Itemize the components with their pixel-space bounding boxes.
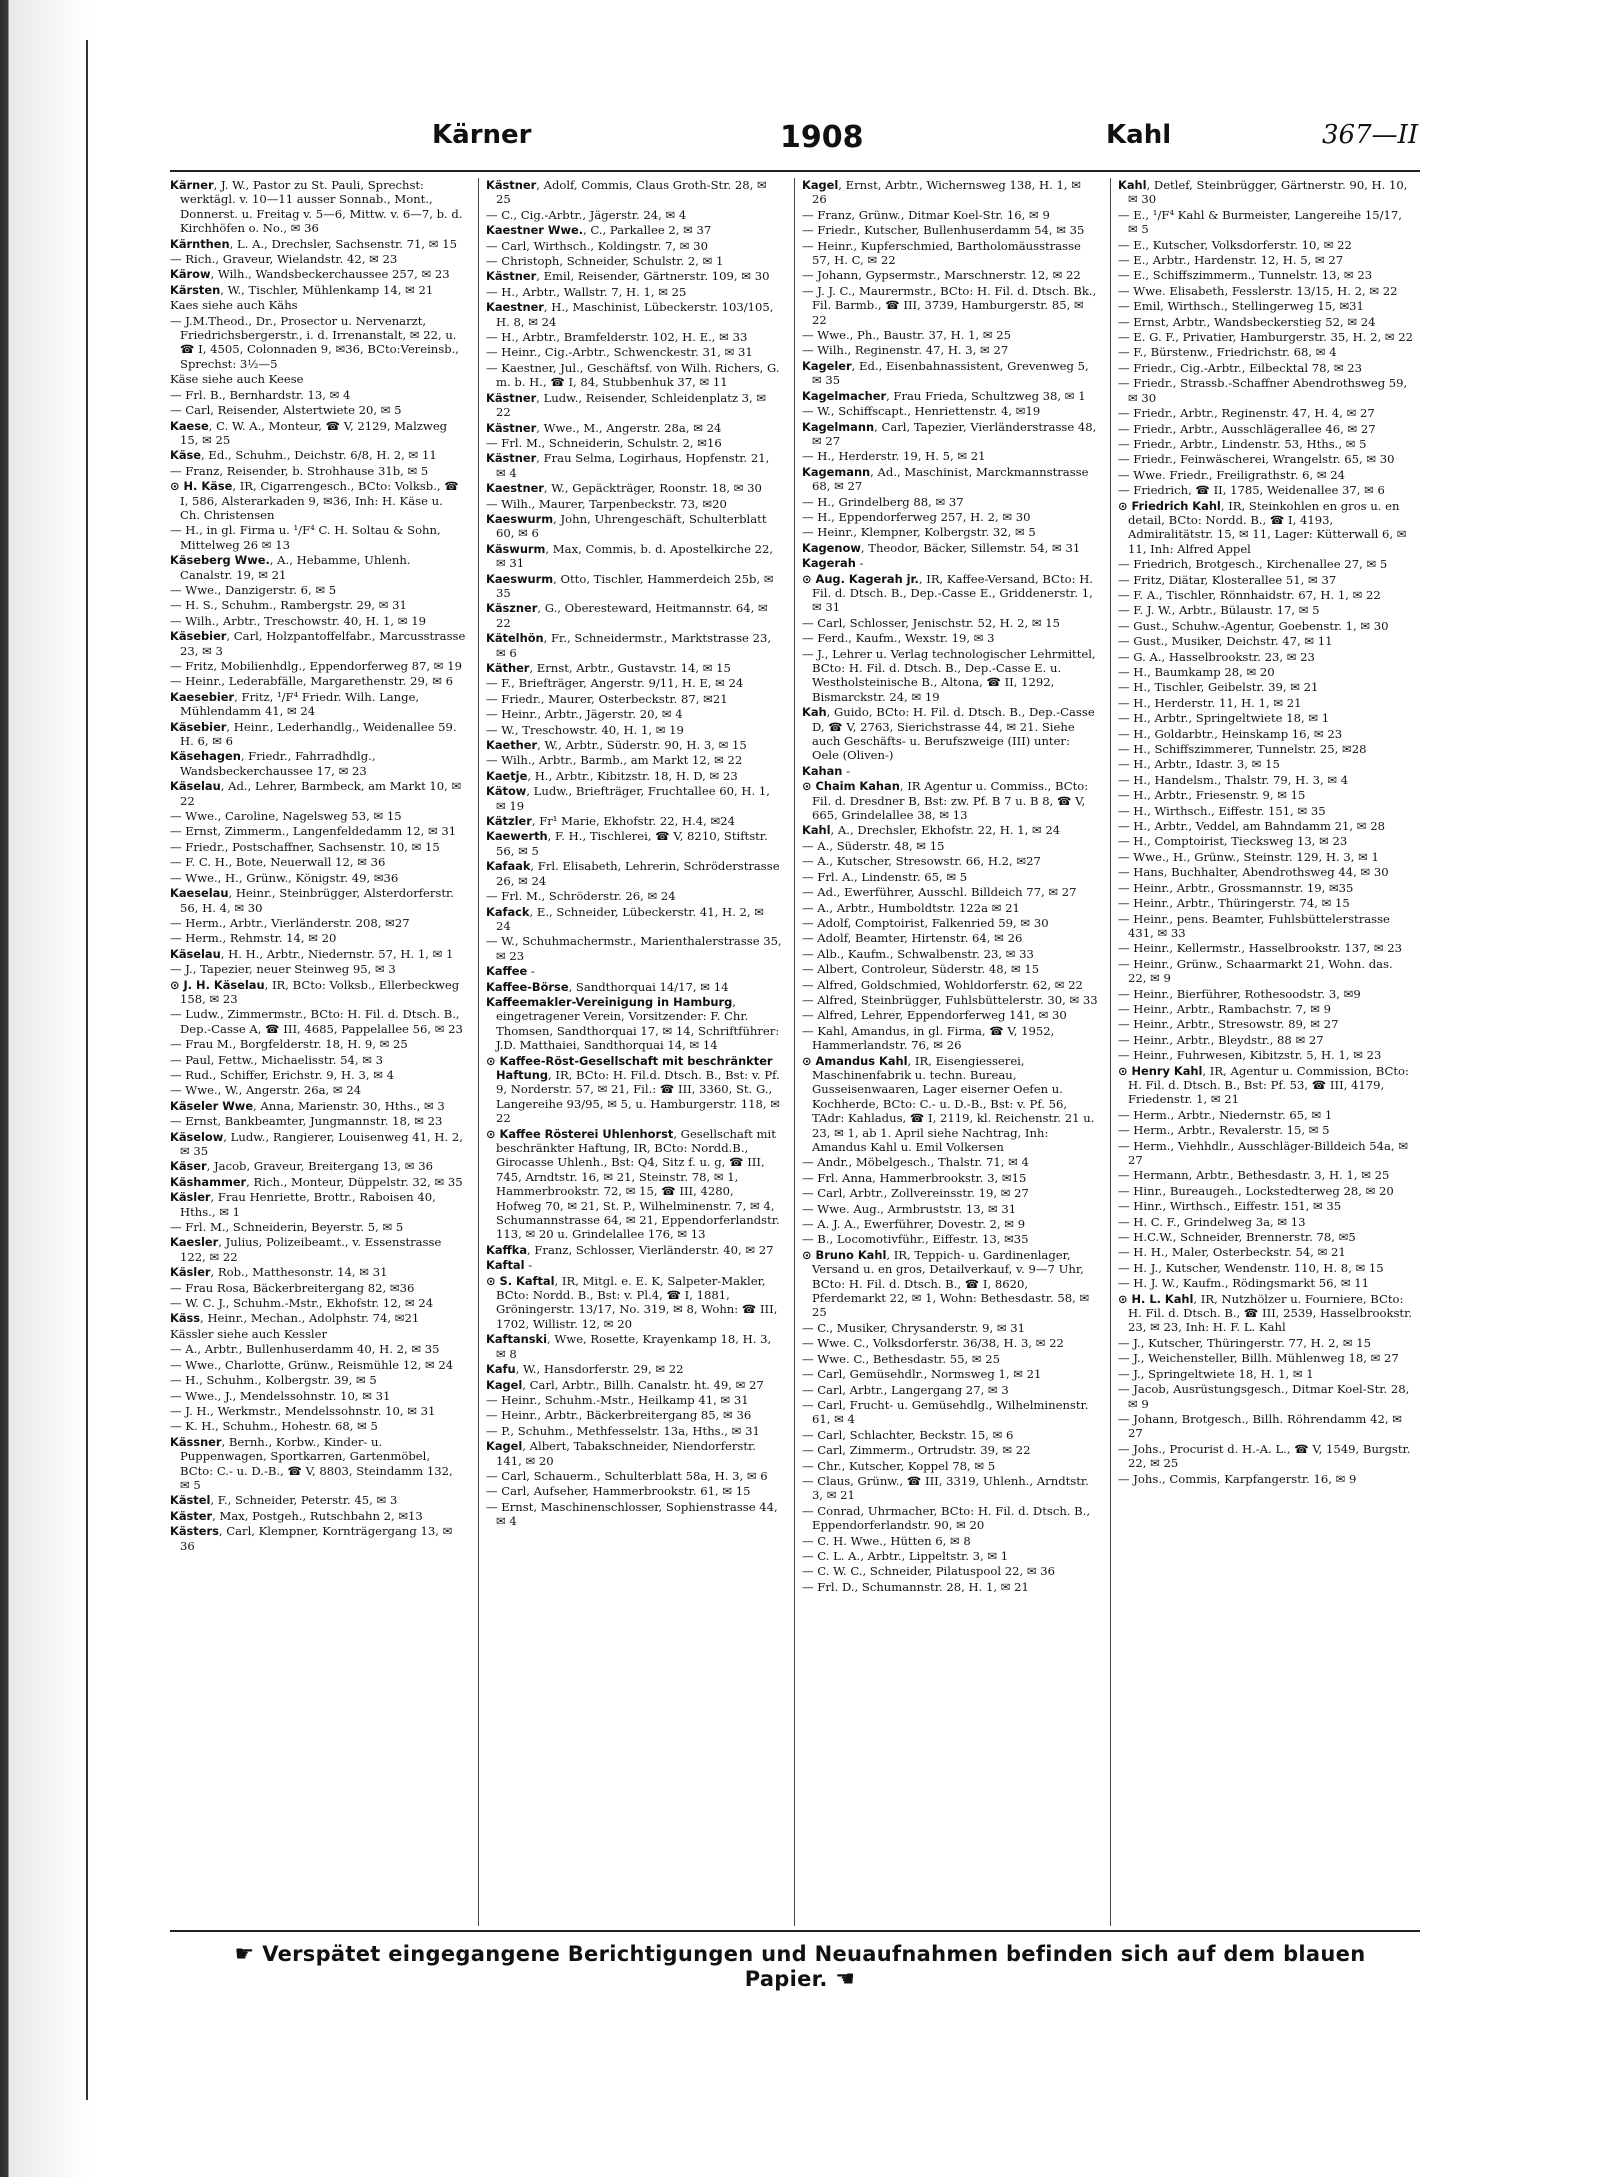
directory-entry: Kästel, F., Schneider, Peterstr. 45, ✉ 3 xyxy=(170,1493,398,1508)
directory-entry: — Herm., Arbtr., Niedernstr. 65, ✉ 1 xyxy=(1118,1107,1333,1122)
directory-entry: — Frau Rosa, Bäckerbreitergang 82, ✉36 xyxy=(170,1280,415,1295)
directory-entry: — Adolf, Beamter, Hirtenstr. 64, ✉ 26 xyxy=(802,931,1023,946)
directory-entry: — H.C.W., Schneider, Brennerstr. 78, ✉5 xyxy=(1118,1230,1356,1245)
pointing-hand-right-icon: ☚ xyxy=(835,1967,856,1992)
directory-entry: ⊙ Amandus Kahl, IR, Eisengiesserei, Maschinenfabrik u. techn. Bureau, Gusseisenwaaren, Lager eiserner Oefen u. Kochherde, BCto: C.- u. D.-B., Bst: v. Pf. 56, TAdr: Kahladus, ☎ I, 2119, kl. Reichenstr. 21 u. 23, ✉ 1, ab 1. April siehe Nachtrag, Inh: Amandus Kahl u. Emil Volkersen xyxy=(802,1053,1095,1154)
directory-entry: — E., Schiffszimmerm., Tunnelstr. 13, ✉ 23 xyxy=(1118,268,1373,283)
directory-entry: — H., Arbtr., Friesenstr. 9, ✉ 15 xyxy=(1118,788,1306,803)
directory-entry: Käsler, Rob., Matthesonstr. 14, ✉ 31 xyxy=(170,1265,388,1280)
directory-entry: — Carl, Gemüsehdlr., Normsweg 1, ✉ 21 xyxy=(802,1367,1042,1382)
directory-entry: — Ernst, Maschinenschlosser, Sophienstrasse 44, ✉ 4 xyxy=(486,1499,778,1529)
directory-entry: — H. J., Kutscher, Wendenstr. 110, H. 8, ✉ 15 xyxy=(1118,1260,1384,1275)
directory-entry: — Wwe. Friedr., Freiligrathstr. 6, ✉ 24 xyxy=(1118,467,1345,482)
directory-entry: Kaftal - xyxy=(486,1258,533,1273)
directory-entry: Kagemann, Ad., Maschinist, Marckmannstrasse 68, ✉ 27 xyxy=(802,464,1089,494)
page-number: 367—II xyxy=(1322,120,1419,150)
column-divider xyxy=(794,178,795,1926)
directory-entry: Käswurm, Max, Commis, b. d. Apostelkirche 22, ✉ 31 xyxy=(486,541,774,571)
directory-entry: — H. H., Maler, Osterbeckstr. 54, ✉ 21 xyxy=(1118,1245,1346,1260)
directory-entry: — Wwe., W., Angerstr. 26a, ✉ 24 xyxy=(170,1083,362,1098)
footer-notice xyxy=(190,1942,1410,1992)
column-3 xyxy=(802,178,1098,1926)
directory-entry: Käsehagen, Friedr., Fahrradhdlg., Wandsbeckerchaussee 17, ✉ 23 xyxy=(170,749,376,778)
directory-entry: Kaeswurm, Otto, Tischler, Hammerdeich 25b, ✉ 35 xyxy=(486,571,774,600)
directory-entry: — H., Baumkamp 28, ✉ 20 xyxy=(1118,665,1275,679)
directory-entry: — Carl, Schauerm., Schulterblatt 58a, H. 3, ✉ 6 xyxy=(486,1468,768,1483)
directory-entry: — Friedrich, ☎ II, 1785, Weidenallee 37, ✉ 6 xyxy=(1118,483,1385,498)
directory-entry: Kafaak, Frl. Elisabeth, Lehrerin, Schröderstrasse 26, ✉ 24 xyxy=(486,859,780,888)
directory-entry: — Wwe., Caroline, Nagelsweg 53, ✉ 15 xyxy=(170,809,402,824)
directory-entry: — Friedr., Kutscher, Bullenhuserdamm 54, ✉ 35 xyxy=(802,223,1085,238)
directory-entry: ⊙ Chaim Kahan, IR Agentur u. Commiss., BCto: Fil. d. Dresdner B, Bst: zw. Pf. B 7 u. B 8, ☎ V, 665, Grindelallee 38, ✉ 13 xyxy=(802,779,1089,823)
directory-entry: — W. C. J., Schuhm.-Mstr., Ekhofstr. 12, ✉ 24 xyxy=(170,1296,434,1311)
directory-entry: — Frau M., Borgfelderstr. 18, H. 9, ✉ 25 xyxy=(170,1037,408,1052)
directory-entry: — A. J. A., Ewerführer, Dovestr. 2, ✉ 9 xyxy=(802,1217,1026,1232)
directory-entry: — Carl, Arbtr., Zollvereinsstr. 19, ✉ 27 xyxy=(802,1186,1029,1201)
directory-entry: — Hans, Buchhalter, Abendrothsweg 44, ✉ 30 xyxy=(1118,865,1389,880)
directory-entry: — Wwe. C., Bethesdastr. 55, ✉ 25 xyxy=(802,1351,1001,1366)
directory-entry: — Adolf, Comptoirist, Falkenried 59, ✉ 30 xyxy=(802,915,1049,930)
pointing-hand-left-icon: ☛ xyxy=(234,1942,255,1967)
directory-entry: Käsler, Frau Henriette, Brottr., Raboisen 40, Hths., ✉ 1 xyxy=(170,1190,436,1219)
directory-entry: Kagerah - xyxy=(802,556,864,571)
directory-entry: Kaether, W., Arbtr., Süderstr. 90, H. 3, ✉ 15 xyxy=(486,738,747,753)
directory-entry: — J. H., Werkmstr., Mendelssohnstr. 10, ✉ 31 xyxy=(170,1403,436,1418)
directory-entry: Käseler Wwe, Anna, Marienstr. 30, Hths., ✉ 3 xyxy=(170,1098,445,1113)
directory-entry: — H., Arbtr., Idastr. 3, ✉ 15 xyxy=(1118,757,1280,772)
directory-entry: Kaestner, H., Maschinist, Lübeckerstr. 103/105, H. 8, ✉ 24 xyxy=(486,300,774,329)
directory-entry: ⊙ J. H. Käselau, IR, BCto: Volksb., Ellerbeckweg 158, ✉ 23 xyxy=(170,977,460,1006)
directory-entry: — G. A., Hasselbrookstr. 23, ✉ 23 xyxy=(1118,649,1315,664)
directory-entry: Kaesler, Julius, Polizeibeamt., v. Essenstrasse 122, ✉ 22 xyxy=(170,1235,442,1264)
directory-entry: — Heinr., Grünw., Schaarmarkt 21, Wohn. das. 22, ✉ 9 xyxy=(1118,956,1393,986)
directory-entry: Kässner, Bernh., Korbw., Kinder- u. Puppenwagen, Sportkarren, Gartenmöbel, BCto: C.- u. D.-B., ☎ V, 8803, Steindamm 132, ✉ 5 xyxy=(170,1434,453,1492)
directory-entry: — Rud., Schiffer, Erichstr. 9, H. 3, ✉ 4 xyxy=(170,1067,394,1082)
directory-entry: — Johs., Commis, Karpfangerstr. 16, ✉ 9 xyxy=(1118,1471,1357,1486)
directory-entry: ⊙ H. L. Kahl, IR, Nutzhölzer u. Fourniere, BCto: H. Fil. d. Dtsch. B., ☎ III, 2539, Hasselbrookstr. 23, ✉ 23, Inh: H. F. L. Kahl xyxy=(1118,1291,1413,1335)
directory-entry: — Conrad, Uhrmacher, BCto: H. Fil. d. Dtsch. B., Eppendorferlandstr. 90, ✉ 20 xyxy=(802,1503,1091,1533)
directory-entry: — A., Arbtr., Bullenhuserdamm 40, H. 2, ✉ 35 xyxy=(170,1342,440,1357)
directory-entry: — Rich., Graveur, Wielandstr. 42, ✉ 23 xyxy=(170,252,398,267)
directory-entry: Käse siehe auch Keese xyxy=(170,372,304,387)
directory-entry: — Heinr., Cig.-Arbtr., Schwenckestr. 31, ✉ 31 xyxy=(486,345,753,360)
directory-entry: — Frl. M., Schneiderin, Schulstr. 2, ✉16 xyxy=(486,435,722,450)
directory-entry: Käther, Ernst, Arbtr., Gustavstr. 14, ✉ 15 xyxy=(486,661,731,675)
directory-entry: — A., Arbtr., Humboldtstr. 122a ✉ 21 xyxy=(802,900,1020,915)
directory-entry: — H., Arbtr., Springeltwiete 18, ✉ 1 xyxy=(1118,711,1330,726)
directory-entry: — Chr., Kutscher, Koppel 78, ✉ 5 xyxy=(802,1458,996,1473)
directory-entry: Kaese, C. W. A., Monteur, ☎ V, 2129, Malzweg 15, ✉ 25 xyxy=(170,418,448,447)
directory-entry: Kageler, Ed., Eisenbahnassistent, Grevenweg 5, ✉ 35 xyxy=(802,358,1089,388)
directory-entry: Kässler siehe auch Kessler xyxy=(170,1326,328,1341)
directory-entry: — F. C. H., Bote, Neuerwall 12, ✉ 36 xyxy=(170,855,386,870)
directory-entry: — Ludw., Zimmermstr., BCto: H. Fil. d. Dtsch. B., Dep.-Casse A, ☎ III, 4685, Pappelallee 56, ✉ 23 xyxy=(170,1007,463,1036)
directory-entry: ⊙ Bruno Kahl, IR, Teppich- u. Gardinenlager, Versand u. en gros, Detailverkauf, v. 9—7 Uhr, BCto: H. Fil. d. Dtsch. B., ☎ I, 8620, Pferdemarkt 22, ✉ 1, Wohn: Bethesdastr. 58, ✉ 25 xyxy=(802,1247,1090,1320)
directory-entry: — Friedr., Cig.-Arbtr., Eilbecktal 78, ✉ 23 xyxy=(1118,360,1363,375)
directory-entry: Kagel, Albert, Tabakschneider, Niendorferstr. 141, ✉ 20 xyxy=(486,1439,756,1468)
directory-entry: — Carl, Wirthsch., Koldingstr. 7, ✉ 30 xyxy=(486,238,708,253)
directory-entry: — W., Schuhmachermstr., Marienthalerstrasse 35, ✉ 23 xyxy=(486,934,782,963)
directory-entry: — Albert, Controleur, Süderstr. 48, ✉ 15 xyxy=(802,962,1040,977)
directory-entry: Kaffka, Franz, Schlosser, Vierländerstr. 40, ✉ 27 xyxy=(486,1242,774,1257)
directory-entry: — F., Briefträger, Angerstr. 9/11, H. E, ✉ 24 xyxy=(486,676,744,691)
directory-entry: Kaeselau, Heinr., Steinbrügger, Alsterdorferstr. 56, H. 4, ✉ 30 xyxy=(170,886,454,915)
directory-entry: Kaeswurm, John, Uhrengeschäft, Schulterblatt 60, ✉ 6 xyxy=(486,511,767,541)
directory-entry: — H., Comptoirist, Tiecksweg 13, ✉ 23 xyxy=(1118,834,1348,849)
directory-entry: Kätow, Ludw., Briefträger, Fruchtallee 60, H. 1, ✉ 19 xyxy=(486,784,770,813)
directory-entry: — Friedr., Feinwäscherei, Wrangelstr. 65, ✉ 30 xyxy=(1118,452,1395,467)
directory-entry: — Wwe., Danzigerstr. 6, ✉ 5 xyxy=(170,582,337,597)
directory-entry: — A., Süderstr. 48, ✉ 15 xyxy=(802,838,945,853)
directory-entry: — Frl. M., Schröderstr. 26, ✉ 24 xyxy=(486,889,676,904)
directory-entry: Kärow, Wilh., Wandsbeckerchaussee 257, ✉ 23 xyxy=(170,267,450,282)
directory-entry: — Ernst, Arbtr., Wandsbeckerstieg 52, ✉ 24 xyxy=(1118,314,1376,329)
directory-entry: — Frl. D., Schumannstr. 28, H. 1, ✉ 21 xyxy=(802,1579,1029,1594)
directory-entry: — Herm., Rehmstr. 14, ✉ 20 xyxy=(170,931,337,946)
directory-entry: Kaffeemakler-Vereinigung in Hamburg, eingetragener Verein, Vorsitzender: F. Chr. Thomsen, Sandthorquai 17, ✉ 14, Schriftführer: J.D. Matthaiei, Sandthorquai 14, ✉ 14 xyxy=(486,994,780,1053)
directory-entry: — Heinr., Schuhm.-Mstr., Heilkamp 41, ✉ 31 xyxy=(486,1392,749,1407)
directory-entry: — H., Wirthsch., Eiffestr. 151, ✉ 35 xyxy=(1118,803,1326,818)
directory-entry: — H., in gl. Firma u. ¹/F⁴ C. H. Soltau & Sohn, Mittelweg 26 ✉ 13 xyxy=(170,523,441,552)
directory-entry: — Carl, Arbtr., Langergang 27, ✉ 3 xyxy=(802,1382,1009,1397)
directory-entry: — Heinr., Arbtr., Jägerstr. 20, ✉ 4 xyxy=(486,707,683,722)
directory-entry: Käszner, G., Oberesteward, Heitmannstr. 64, ✉ 22 xyxy=(486,601,768,630)
column-4 xyxy=(1118,178,1414,1926)
directory-entry: — H. S., Schuhm., Rambergstr. 29, ✉ 31 xyxy=(170,598,407,613)
directory-entry: Kagelmacher, Frau Frieda, Schultzweg 38, ✉ 1 xyxy=(802,388,1086,403)
directory-entry: Kaffee-Börse, Sandthorquai 14/17, ✉ 14 xyxy=(486,979,729,994)
directory-entry: — Alfred, Goldschmied, Wohldorferstr. 62, ✉ 22 xyxy=(802,977,1083,992)
directory-entry: — H., Tischler, Geibelstr. 39, ✉ 21 xyxy=(1118,680,1319,695)
column-divider xyxy=(478,178,479,1926)
directory-entry: — J., Lehrer u. Verlag technologischer Lehrmittel, BCto: H. Fil. d. Dtsch. B., Dep.-Casse E. u. Westholsteinische B., Altona, ☎ II, 1292, Bismarckstr. 24, ✉ 19 xyxy=(802,646,1096,704)
directory-entry: — Kaestner, Jul., Geschäftsf. von Wilh. Richers, G. m. b. H., ☎ I, 84, Stubbenhuk 37, ✉ 11 xyxy=(486,360,780,390)
footer-text: Verspätet eingegangene Berichtigungen und Neuaufnahmen befinden sich auf dem blauen Papier. xyxy=(262,1942,1366,1991)
directory-entry: — Friedr., Arbtr., Ausschlägerallee 46, ✉ 27 xyxy=(1118,421,1376,436)
directory-entry: — Jacob, Ausrüstungsgesch., Ditmar Koel-Str. 28, ✉ 9 xyxy=(1118,1382,1410,1411)
directory-entry: — H., Herderstr. 11, H. 1, ✉ 21 xyxy=(1118,695,1302,710)
page-header xyxy=(150,120,1425,164)
directory-entry: — Herm., Arbtr., Vierländerstr. 208, ✉27 xyxy=(170,915,410,930)
directory-entry: Käseberg Wwe., A., Hebamme, Uhlenh. Canalstr. 19, ✉ 21 xyxy=(170,553,411,582)
directory-entry: — Hinr., Bureaugeh., Lockstedterweg 28, ✉ 20 xyxy=(1118,1183,1394,1198)
directory-entry: — J., Tapezier, neuer Steinweg 95, ✉ 3 xyxy=(170,962,396,977)
directory-page xyxy=(150,110,1425,1990)
directory-entry: Käsebier, Heinr., Lederhandlg., Weidenallee 59. H. 6, ✉ 6 xyxy=(170,719,457,749)
directory-entry: — Emil, Wirthsch., Stellingerweg 15, ✉31 xyxy=(1118,299,1364,314)
directory-entry: — C., Cig.-Arbtr., Jägerstr. 24, ✉ 4 xyxy=(486,207,687,222)
directory-entry: — Wwe., Charlotte, Grünw., Reismühle 12, ✉ 24 xyxy=(170,1357,454,1372)
directory-entry: — Alb., Kaufm., Schwalbenstr. 23, ✉ 33 xyxy=(802,946,1034,961)
directory-entry: — Heinr., Arbtr., Bäckerbreitergang 85, ✉ 36 xyxy=(486,1408,752,1423)
directory-entry: — J., Kutscher, Thüringerstr. 77, H. 2, ✉ 15 xyxy=(1118,1335,1371,1350)
directory-entry: — Alfred, Lehrer, Eppendorferweg 141, ✉ 30 xyxy=(802,1008,1067,1023)
directory-entry: — Wilh., Arbtr., Treschowstr. 40, H. 1, ✉ 19 xyxy=(170,613,426,628)
footer-rule xyxy=(170,1930,1420,1932)
directory-entry: Käster, Max, Postgeh., Rutschbahn 2, ✉13 xyxy=(170,1508,423,1523)
directory-entry: — C., Musiker, Chrysanderstr. 9, ✉ 31 xyxy=(802,1320,1026,1335)
directory-entry: ⊙ S. Kaftal, IR, Mitgl. e. E. K, Salpeter-Makler, BCto: Nordd. B., Bst: v. Pl.4, ☎ I, 1881, Gröningerstr. 13/17, No. 319, ✉ 8, Wohn: ☎ III, 1702, Willistr. 12, ✉ 20 xyxy=(486,1273,778,1331)
entry-columns xyxy=(170,178,1420,1926)
directory-entry: Kagenow, Theodor, Bäcker, Sillemstr. 54, ✉ 31 xyxy=(802,540,1081,555)
directory-entry: — E., ¹/F⁴ Kahl & Burmeister, Langereihe 15/17, ✉ 5 xyxy=(1118,207,1402,237)
directory-entry: Kaestner Wwe., C., Parkallee 2, ✉ 37 xyxy=(486,223,712,238)
directory-entry: — E., Kutscher, Volksdorferstr. 10, ✉ 22 xyxy=(1118,237,1352,252)
directory-entry: — J., Springeltwiete 18, H. 1, ✉ 1 xyxy=(1118,1366,1314,1381)
directory-entry: — Franz, Grünw., Ditmar Koel-Str. 16, ✉ 9 xyxy=(802,207,1050,222)
directory-entry: — E., Arbtr., Hardenstr. 12, H. 5, ✉ 27 xyxy=(1118,253,1344,268)
directory-entry: ⊙ Kaffee Rösterei Uhlenhorst, Gesellschaft mit beschränkter Haftung, IR, BCto: Nordd.B., Girocasse Uhlenh., Bst: Q4, Sitz f. u. g, ☎ III, 745, Arndtstr. 16, ✉ 21, Steinstr. 78, ✉ 1, Hammerbrookstr. 72, ✉ 15, ☎ III, 4280, Hofweg 70, ✉ 21, St. P., Wilhelminenstr. 7, ✉ 4, Schumannstrasse 64, ✉ 21, Eppendorferlandstr. 113, ✉ 20 u. Grindelallee 176, ✉ 13 xyxy=(486,1126,780,1242)
directory-entry: — Heinr., Bierführer, Rothesoodstr. 3, ✉9 xyxy=(1118,986,1361,1001)
directory-entry: ⊙ Aug. Kagerah jr., IR, Kaffee-Versand, BCto: H. Fil. d. Dtsch. B., Dep.-Casse E., Griddenerstr. 1, ✉ 31 xyxy=(802,571,1093,615)
directory-entry: — Frl. Anna, Hammerbrookstr. 3, ✉15 xyxy=(802,1170,1027,1185)
directory-entry: ⊙ Henry Kahl, IR, Agentur u. Commission, BCto: H. Fil. d. Dtsch. B., Bst: Pf. 53, ☎ III, 4179, Friedenstr. 1, ✉ 21 xyxy=(1118,1063,1409,1107)
directory-entry: Kästner, Frau Selma, Logirhaus, Hopfenstr. 21, ✉ 4 xyxy=(486,451,770,480)
directory-entry: — Gust., Musiker, Deichstr. 47, ✉ 11 xyxy=(1118,634,1333,649)
directory-entry: — Johs., Procurist d. H.-A. L., ☎ V, 1549, Burgstr. 22, ✉ 25 xyxy=(1118,1441,1411,1471)
directory-entry: — Claus, Grünw., ☎ III, 3319, Uhlenh., Arndtstr. 3, ✉ 21 xyxy=(802,1473,1089,1503)
directory-entry: Kaestner, W., Gepäckträger, Roonstr. 18, ✉ 30 xyxy=(486,481,762,496)
directory-entry: — Wwe. C., Volksdorferstr. 36/38, H. 3, ✉ 22 xyxy=(802,1336,1064,1351)
directory-entry: — Heinr., Fuhrwesen, Kibitzstr. 5, H. 1, ✉ 23 xyxy=(1118,1048,1382,1063)
directory-entry: ⊙ Friedrich Kahl, IR, Steinkohlen en gros u. en detail, BCto: Nordd. B., ☎ I, 4193, Admiralitätstr. 15, ✉ 11, Lager: Kütterwall 6, ✉ 11, Inh: Alfred Appel xyxy=(1118,498,1407,556)
directory-entry: Kaes siehe auch Kähs xyxy=(170,298,298,313)
directory-entry: — Carl, Aufseher, Hammerbrookstr. 61, ✉ 15 xyxy=(486,1484,751,1499)
directory-entry: Käse, Ed., Schuhm., Deichstr. 6/8, H. 2, ✉ 11 xyxy=(170,448,437,463)
directory-entry: — J., Weichensteller, Billh. Mühlenweg 18, ✉ 27 xyxy=(1118,1351,1399,1366)
column-divider xyxy=(1110,178,1111,1926)
directory-entry: — B., Locomotivführ., Eiffestr. 13, ✉35 xyxy=(802,1232,1029,1247)
directory-entry: Kätelhön, Fr., Schneidermstr., Marktstrasse 23, ✉ 6 xyxy=(486,631,772,660)
directory-entry: — H. J. W., Kaufm., Rödingsmarkt 56, ✉ 11 xyxy=(1118,1276,1369,1291)
directory-entry: — H., Grindelberg 88, ✉ 37 xyxy=(802,494,964,509)
directory-entry: Kaftanski, Wwe, Rosette, Krayenkamp 18, H. 3, ✉ 8 xyxy=(486,1332,772,1361)
directory-entry: Kästner, Adolf, Commis, Claus Groth-Str. 28, ✉ 25 xyxy=(486,178,767,207)
directory-entry: — J.M.Theod., Dr., Prosector u. Nervenarzt, Friedrichsbergerstr., i. d. Irrenanstalt, ✉ 22, u. ☎ I, 4505, Colonnaden 9, ✉36, BCto:Vereinsb., Sprechst: 3½—5 xyxy=(170,313,459,371)
directory-entry: Kärner, J. W., Pastor zu St. Pauli, Sprechst: werktägl. v. 10—11 ausser Sonnab., Mont., Donnerst. u. Freitag v. 5—6, Mittw. v. 6—7, b. d. Kirchhöfen o. No., ✉ 36 xyxy=(170,178,463,236)
directory-entry: — F., Bürstenw., Friedrichstr. 68, ✉ 4 xyxy=(1118,345,1337,360)
directory-entry: — Frl. M., Schneiderin, Beyerstr. 5, ✉ 5 xyxy=(170,1220,404,1235)
directory-entry: — H., Arbtr., Bramfelderstr. 102, H. E., ✉ 33 xyxy=(486,330,748,345)
header-year: 1908 xyxy=(780,120,864,155)
directory-entry: — Wilh., Arbtr., Barmb., am Markt 12, ✉ 22 xyxy=(486,753,743,768)
directory-entry: Kaffee - xyxy=(486,964,535,979)
directory-entry: — H., Schiffszimmerer, Tunnelstr. 25, ✉28 xyxy=(1118,742,1367,757)
directory-entry: — Heinr., Arbtr., Bleydstr., 88 ✉ 27 xyxy=(1118,1032,1324,1047)
directory-entry: — Hinr., Wirthsch., Eiffestr. 151, ✉ 35 xyxy=(1118,1199,1342,1214)
column-1 xyxy=(170,178,466,1926)
directory-entry: Kästers, Carl, Klempner, Kornträgergang 13, ✉ 36 xyxy=(170,1524,453,1553)
directory-entry: — Friedrich, Brotgesch., Kirchenallee 27, ✉ 5 xyxy=(1118,557,1388,572)
directory-entry: Käshammer, Rich., Monteur, Düppelstr. 32, ✉ 35 xyxy=(170,1174,463,1189)
directory-entry: — Wwe., J., Mendelssohnstr. 10, ✉ 31 xyxy=(170,1388,391,1403)
directory-entry: — Carl, Reisender, Alstertwiete 20, ✉ 5 xyxy=(170,403,402,418)
directory-entry: — W., Schiffscapt., Henriettenstr. 4, ✉19 xyxy=(802,404,1041,419)
directory-entry: — Frl. B., Bernhardstr. 13, ✉ 4 xyxy=(170,387,351,402)
directory-entry: Käselow, Ludw., Rangierer, Louisenweg 41, H. 2, ✉ 35 xyxy=(170,1129,463,1158)
directory-entry: Kätzler, Fr¹ Marie, Ekhofstr. 22, H.4, ✉24 xyxy=(486,814,736,829)
directory-entry: — Wwe. Aug., Armbruststr. 13, ✉ 31 xyxy=(802,1201,1017,1216)
directory-entry: Kästner, Wwe., M., Angerstr. 28a, ✉ 24 xyxy=(486,420,722,435)
directory-entry: Kärsten, W., Tischler, Mühlenkamp 14, ✉ 21 xyxy=(170,282,434,297)
directory-entry: — Wilh., Reginenstr. 47, H. 3, ✉ 27 xyxy=(802,343,1009,358)
directory-entry: Kafu, W., Hansdorferstr. 29, ✉ 22 xyxy=(486,1362,684,1377)
directory-entry: — Gust., Schuhw.-Agentur, Goebenstr. 1, ✉ 30 xyxy=(1118,618,1389,633)
directory-entry: — Heinr., Kupferschmied, Bartholomäusstrasse 57, H. C, ✉ 22 xyxy=(802,238,1081,268)
directory-entry: — Wwe., H., Grünw., Königstr. 49, ✉36 xyxy=(170,870,399,885)
directory-entry: Kahl, A., Drechsler, Ekhofstr. 22, H. 1, ✉ 24 xyxy=(802,823,1061,838)
directory-entry: — C. W. C., Schneider, Pilatuspool 22, ✉ 36 xyxy=(802,1564,1055,1579)
binding-edge xyxy=(86,40,88,2100)
directory-entry: — Heinr., Kellermstr., Hasselbrookstr. 137, ✉ 23 xyxy=(1118,941,1403,956)
directory-entry: — H., Arbtr., Veddel, am Bahndamm 21, ✉ 28 xyxy=(1118,819,1385,834)
directory-entry: Kahl, Detlef, Steinbrügger, Gärtnerstr. 90, H. 10, ✉ 30 xyxy=(1118,178,1408,207)
directory-entry: — Johann, Gypsermstr., Marschnerstr. 12, ✉ 22 xyxy=(802,268,1081,283)
directory-entry: — H., Eppendorferweg 257, H. 2, ✉ 30 xyxy=(802,509,1031,524)
directory-entry: — Paul, Fettw., Michaelisstr. 54, ✉ 3 xyxy=(170,1052,384,1067)
directory-entry: — H., Herderstr. 19, H. 5, ✉ 21 xyxy=(802,449,986,464)
directory-entry: — H., Handelsm., Thalstr. 79, H. 3, ✉ 4 xyxy=(1118,772,1349,787)
directory-entry: — F. J. W., Arbtr., Bülaustr. 17, ✉ 5 xyxy=(1118,603,1320,618)
directory-entry: — Christoph, Schneider, Schulstr. 2, ✉ 1 xyxy=(486,254,724,269)
directory-entry: — J. J. C., Maurermstr., BCto: H. Fil. d. Dtsch. Bk., Fil. Barmb., ☎ III, 3739, Hamburgerstr. 85, ✉ 22 xyxy=(802,283,1097,327)
directory-entry: — Heinr., Arbtr., Rambachstr. 7, ✉ 9 xyxy=(1118,1001,1332,1016)
directory-entry: — H., Goldarbtr., Heinskamp 16, ✉ 23 xyxy=(1118,726,1343,741)
directory-entry: — H., Schuhm., Kolbergstr. 39, ✉ 5 xyxy=(170,1373,377,1388)
directory-entry: — Ferd., Kaufm., Wexstr. 19, ✉ 3 xyxy=(802,631,995,646)
directory-entry: Kagel, Ernst, Arbtr., Wichernsweg 138, H. 1, ✉ 26 xyxy=(802,178,1081,207)
directory-entry: — Herm., Arbtr., Revalerstr. 15, ✉ 5 xyxy=(1118,1123,1330,1138)
header-rule xyxy=(170,170,1420,172)
directory-entry: — Friedr., Postschaffner, Sachsenstr. 10, ✉ 15 xyxy=(170,839,440,854)
directory-entry: — W., Treschowstr. 40, H. 1, ✉ 19 xyxy=(486,722,684,737)
directory-entry: — F. A., Tischler, Rönnhaidstr. 67, H. 1, ✉ 22 xyxy=(1118,587,1381,602)
directory-entry: Käss, Heinr., Mechan., Adolphstr. 74, ✉21 xyxy=(170,1311,420,1326)
header-left-keyword: Kärner xyxy=(432,120,532,150)
directory-entry: — Fritz, Mobilienhdlg., Eppendorferweg 87, ✉ 19 xyxy=(170,659,462,673)
directory-entry: — Wwe., Ph., Baustr. 37, H. 1, ✉ 25 xyxy=(802,328,1012,343)
directory-entry: — E. G. F., Privatier, Hamburgerstr. 35, H. 2, ✉ 22 xyxy=(1118,330,1414,345)
column-2 xyxy=(486,178,782,1926)
directory-entry: — Ad., Ewerführer, Ausschl. Billdeich 77, ✉ 27 xyxy=(802,885,1077,900)
directory-entry: ⊙ H. Käse, IR, Cigarrengesch., BCto: Volksb., ☎ I, 586, Alsterarkaden 9, ✉36, Inh: H. Käse u. Ch. Christensen xyxy=(170,479,459,522)
directory-entry: — Alfred, Steinbrügger, Fuhlsbüttelerstr. 30, ✉ 33 xyxy=(802,992,1098,1007)
directory-entry: — Friedr., Arbtr., Reginenstr. 47, H. 4, ✉ 27 xyxy=(1118,406,1375,421)
directory-entry: — Heinr., Lederabfälle, Margarethenstr. 29, ✉ 6 xyxy=(170,674,453,689)
directory-entry: Kaetje, H., Arbtr., Kibitzstr. 18, H. D, ✉ 23 xyxy=(486,768,738,783)
directory-entry: — Ernst, Zimmerm., Langenfeldedamm 12, ✉ 31 xyxy=(170,824,457,839)
directory-entry: ⊙ Kaffee-Röst-Gesellschaft mit beschränkter Haftung, IR, BCto: H. Fil.d. Dtsch. B., Bst: v. Pf. 9, Norderstr. 57, ✉ 21, Fil.: ☎ III, 3360, St. G., Langereihe 93/95, ✉ 5, u. Hamburgerstr. 118, ✉ 22 xyxy=(486,1053,780,1126)
directory-entry: Käselau, H. H., Arbtr., Niedernstr. 57, H. 1, ✉ 1 xyxy=(170,946,454,961)
directory-entry: — Heinr., Arbtr., Stresowstr. 89, ✉ 27 xyxy=(1118,1017,1339,1032)
directory-entry: Kafack, E., Schneider, Lübeckerstr. 41, H. 2, ✉ 24 xyxy=(486,904,764,933)
directory-entry: — Wwe., H., Grünw., Steinstr. 129, H. 3, ✉ 1 xyxy=(1118,849,1379,864)
directory-entry: Käser, Jacob, Graveur, Breitergang 13, ✉ 36 xyxy=(170,1159,433,1174)
directory-entry: — A., Kutscher, Stresowstr. 66, H.2, ✉27 xyxy=(802,854,1041,869)
scan-edge xyxy=(0,0,92,2177)
directory-entry: — Johann, Brotgesch., Billh. Röhrendamm 42, ✉ 27 xyxy=(1118,1411,1402,1441)
directory-entry: — Carl, Schlachter, Beckstr. 15, ✉ 6 xyxy=(802,1427,1014,1442)
header-right-keyword: Kahl xyxy=(1106,120,1172,150)
directory-entry: — Hermann, Arbtr., Bethesdastr. 3, H. 1, ✉ 25 xyxy=(1118,1168,1390,1183)
directory-entry: Kah, Guido, BCto: H. Fil. d. Dtsch. B., Dep.-Casse D, ☎ V, 2763, Sierichstrasse 44, ✉ 21. Siehe auch Geschäfts- u. Berufszweige (III) unter: Oele (Oliven-) xyxy=(802,705,1095,763)
directory-entry: Kästner, Ludw., Reisender, Schleidenplatz 3, ✉ 22 xyxy=(486,390,767,420)
directory-entry: — C. H. Wwe., Hütten 6, ✉ 8 xyxy=(802,1533,971,1548)
directory-entry: — Heinr., pens. Beamter, Fuhlsbüttelerstrasse 431, ✉ 33 xyxy=(1118,911,1390,940)
directory-entry: Kaewerth, F. H., Tischlerei, ☎ V, 8210, Stiftstr. 56, ✉ 5 xyxy=(486,829,768,858)
directory-entry: — Carl, Zimmerm., Ortrudstr. 39, ✉ 22 xyxy=(802,1443,1031,1458)
directory-entry: — H. C. F., Grindelweg 3a, ✉ 13 xyxy=(1118,1214,1306,1229)
directory-entry: — Wwe. Elisabeth, Fesslerstr. 13/15, H. 2, ✉ 22 xyxy=(1118,283,1398,298)
directory-entry: — Heinr., Klempner, Kolbergstr. 32, ✉ 5 xyxy=(802,525,1036,540)
directory-entry: Käselau, Ad., Lehrer, Barmbeck, am Markt 10, ✉ 22 xyxy=(170,779,462,808)
directory-entry: — Frl. A., Lindenstr. 65, ✉ 5 xyxy=(802,869,968,884)
directory-entry: — Carl, Frucht- u. Gemüsehdlg., Wilhelminenstr. 61, ✉ 4 xyxy=(802,1397,1089,1427)
directory-entry: — Heinr., Arbtr., Grossmannstr. 19, ✉35 xyxy=(1118,880,1354,895)
directory-entry: Kaesebier, Fritz, ¹/F⁴ Friedr. Wilh. Lange, Mühlendamm 41, ✉ 24 xyxy=(170,689,420,719)
directory-entry: — C. L. A., Arbtr., Lippeltstr. 3, ✉ 1 xyxy=(802,1548,1009,1563)
directory-entry: — H., Arbtr., Wallstr. 7, H. 1, ✉ 25 xyxy=(486,284,687,299)
directory-entry: — Friedr., Strassb.-Schaffner Abendrothsweg 59, ✉ 30 xyxy=(1118,376,1408,405)
directory-entry: — Wilh., Maurer, Tarpenbeckstr. 73, ✉20 xyxy=(486,496,727,511)
directory-entry: Kagelmann, Carl, Tapezier, Vierländerstrasse 48, ✉ 27 xyxy=(802,419,1097,448)
directory-entry: — Heinr., Arbtr., Thüringerstr. 74, ✉ 15 xyxy=(1118,896,1350,911)
directory-entry: Kahan - xyxy=(802,763,851,778)
directory-entry: Kagel, Carl, Arbtr., Billh. Canalstr. ht. 49, ✉ 27 xyxy=(486,1377,764,1392)
directory-entry: — Carl, Schlosser, Jenischstr. 52, H. 2, ✉ 15 xyxy=(802,615,1061,630)
directory-entry: — Herm., Viehhdlr., Ausschläger-Billdeich 54a, ✉ 27 xyxy=(1118,1138,1409,1167)
directory-entry: — Friedr., Maurer, Osterbeckstr. 87, ✉21 xyxy=(486,691,728,706)
directory-entry: — Andr., Möbelgesch., Thalstr. 71, ✉ 4 xyxy=(802,1155,1029,1170)
directory-entry: — Friedr., Arbtr., Lindenstr. 53, Hths., ✉ 5 xyxy=(1118,436,1367,451)
directory-entry: — Franz, Reisender, b. Strohhause 31b, ✉ 5 xyxy=(170,463,429,478)
directory-entry: — K. H., Schuhm., Hohestr. 68, ✉ 5 xyxy=(170,1419,378,1434)
directory-entry: — Kahl, Amandus, in gl. Firma, ☎ V, 1952, Hammerlandstr. 76, ✉ 26 xyxy=(802,1023,1055,1053)
directory-entry: — Fritz, Diätar, Klosterallee 51, ✉ 37 xyxy=(1118,572,1337,587)
directory-entry: Käsebier, Carl, Holzpantoffelfabr., Marcusstrasse 23, ✉ 3 xyxy=(170,629,466,658)
directory-entry: — Ernst, Bankbeamter, Jungmannstr. 18, ✉ 23 xyxy=(170,1114,443,1129)
directory-entry: Kästner, Emil, Reisender, Gärtnerstr. 109, ✉ 30 xyxy=(486,269,770,284)
directory-entry: Kärnthen, L. A., Drechsler, Sachsenstr. 71, ✉ 15 xyxy=(170,236,457,251)
directory-entry: — P., Schuhm., Methfesselstr. 13a, Hths., ✉ 31 xyxy=(486,1423,760,1438)
